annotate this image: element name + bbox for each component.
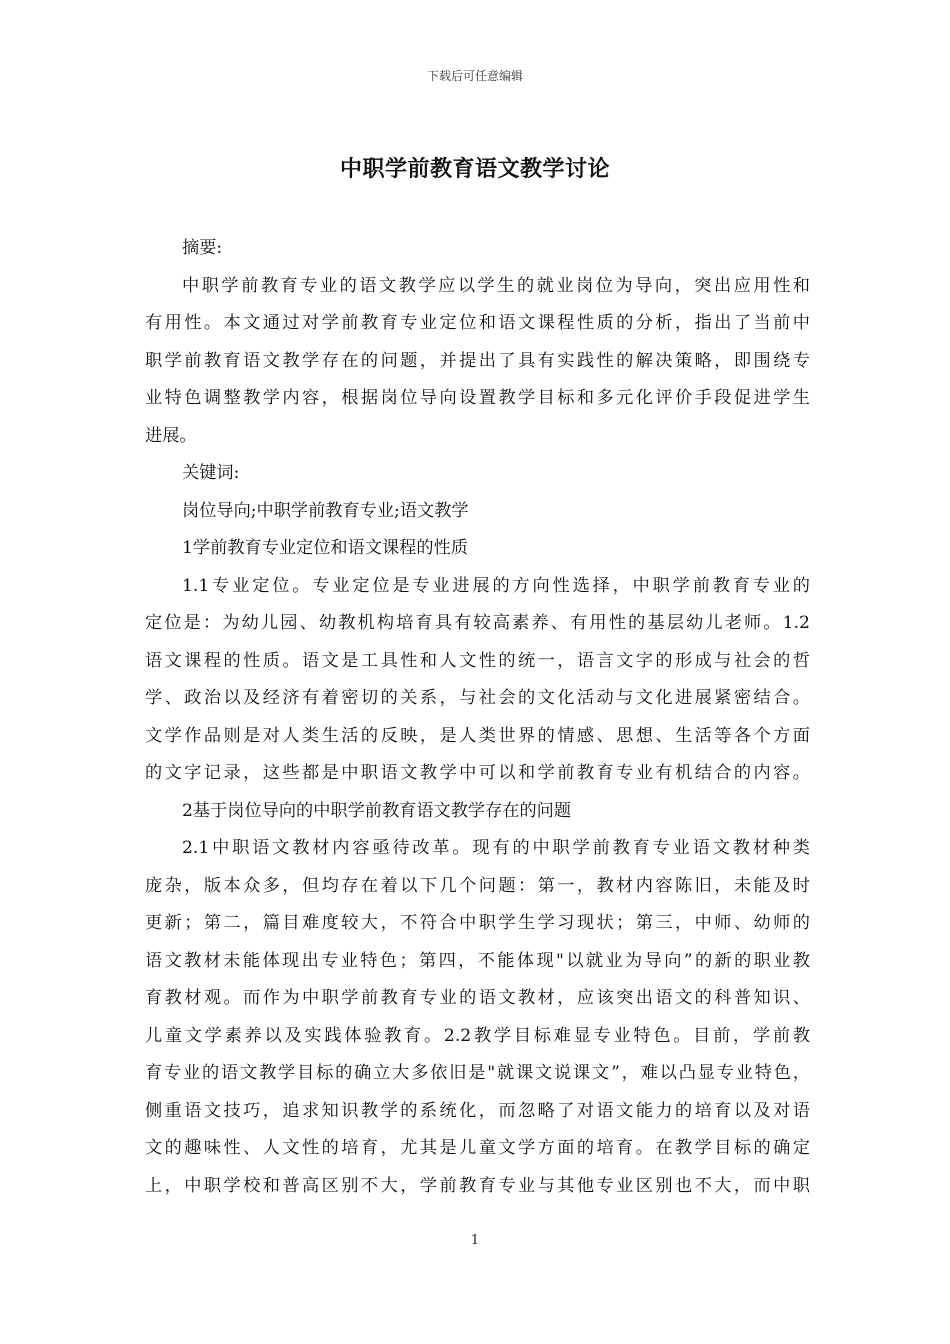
- header-note: 下载后可任意编辑: [426, 69, 523, 83]
- section-heading: 2基于岗位导向的中职学前教育语文教学存在的问题: [182, 800, 572, 821]
- paragraph-line: 更新；第二，篇目难度较大，不符合中职学生学习现状；第三，中师、幼师的: [145, 913, 810, 933]
- paragraph-line: 语文教材未能体现出专业特色；第四，不能体现"以就业为导向”的新的职业教: [145, 950, 810, 971]
- paragraph-line: 定位是：为幼儿园、幼教机构培育具有较高素养、有用性的基层幼儿老师。1.2: [145, 613, 810, 633]
- page-number: 1: [470, 1233, 480, 1248]
- abstract-line: 业特色调整教学内容，根据岗位导向设置教学目标和多元化评价手段促进学生: [145, 388, 810, 408]
- section-heading: 1学前教育专业定位和语文课程的性质: [182, 538, 468, 558]
- paragraph-line: 文的趣味性、人文性的培育，尤其是儿童文学方面的培育。在教学目标的确定: [145, 1138, 810, 1158]
- paragraph-line: 2.1中职语文教材内容亟待改革。现有的中职学前教育专业语文教材种类: [182, 838, 810, 858]
- abstract-line: 职学前教育语文教学存在的问题，并提出了具有实践性的解决策略，即围绕专: [145, 350, 810, 371]
- paragraph-line: 上，中职学校和普高区别不大，学前教育专业与其他专业区别也不大，而中职: [145, 1175, 810, 1196]
- abstract-line: 有用性。本文通过对学前教育专业定位和语文课程性质的分析，指出了当前中: [145, 313, 810, 333]
- paragraph-line: 学、政治以及经济有着密切的关系，与社会的文化活动与文化进展紧密结合。: [145, 688, 810, 708]
- paragraph-line: 语文课程的性质。语文是工具性和人文性的统一，语言文字的形成与社会的哲: [145, 650, 810, 671]
- keywords-text: 岗位导向;中职学前教育专业;语文教学: [182, 500, 469, 521]
- abstract-heading: 摘要:: [182, 238, 223, 258]
- document-body: [145, 230, 810, 1205]
- paragraph-line: 育教材观。而作为中职学前教育专业的语文教材，应该突出语文的科普知识、: [145, 988, 810, 1008]
- document-title: 中职学前教育语文教学讨论: [339, 156, 610, 182]
- paragraph-line: 的文字记录，这些都是中职语文教学中可以和学前教育专业有机结合的内容。: [145, 763, 810, 783]
- keywords-heading: 关键词:: [182, 463, 240, 483]
- paragraph-line: 庞杂，版本众多，但均存在着以下几个问题：第一，教材内容陈旧，未能及时: [145, 875, 810, 896]
- paragraph-line: 文学作品则是对人类生活的反映，是人类世界的情感、思想、生活等各个方面: [145, 725, 810, 746]
- paragraph-line: 侧重语文技巧，追求知识教学的系统化，而忽略了对语文能力的培育以及对语: [145, 1100, 810, 1121]
- abstract-line: 进展。: [145, 425, 197, 446]
- paragraph-line: 育专业的语文教学目标的确立大多依旧是"就课文说课文”，难以凸显专业特色，: [145, 1063, 810, 1083]
- paragraph-line: 儿童文学素养以及实践体验教育。2.2教学目标难显专业特色。目前，学前教: [145, 1025, 810, 1046]
- abstract-line: 中职学前教育专业的语文教学应以学生的就业岗位为导向，突出应用性和: [182, 275, 810, 296]
- paragraph-line: 1.1专业定位。专业定位是专业进展的方向性选择，中职学前教育专业的: [182, 575, 810, 596]
